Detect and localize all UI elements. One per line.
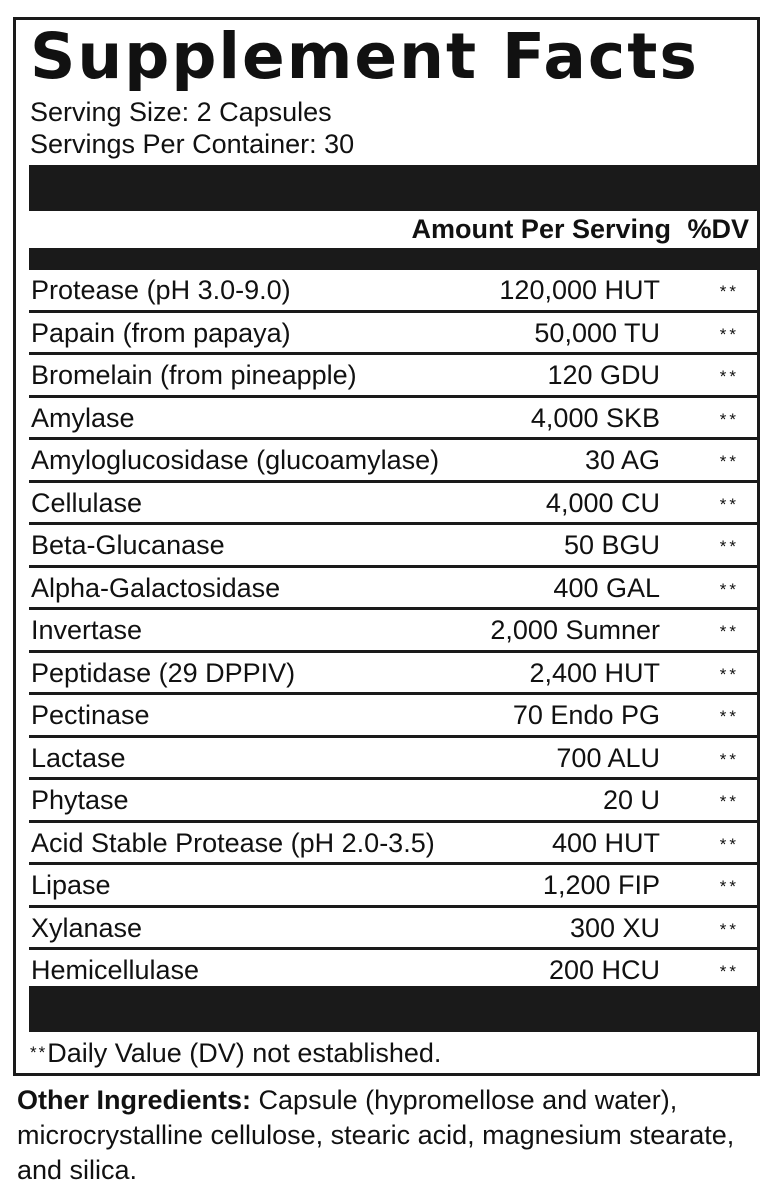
ingredient-amount: 200 HCU	[548, 955, 660, 985]
ingredient-amount: 400 HUT	[551, 827, 660, 858]
ingredient-name: Xylanase	[31, 912, 143, 943]
ingredient-name: Papain (from papaya)	[31, 317, 291, 348]
ingredient-amount: 70 Endo PG	[512, 700, 660, 730]
ingredient-name: Amyloglucosidase (glucoamylase)	[31, 445, 440, 475]
ingredient-dv: **	[719, 494, 739, 514]
servings-per-container: Servings Per Container: 30	[30, 129, 355, 159]
table-row	[29, 823, 757, 866]
ingredient-dv: **	[719, 664, 739, 684]
table-row	[29, 483, 757, 526]
ingredient-amount: 4,000 CU	[545, 487, 660, 518]
divider-bar	[29, 165, 757, 211]
ingredient-name: Lactase	[31, 742, 126, 773]
table-row	[29, 568, 757, 611]
ingredient-name: Acid Stable Protease (pH 2.0-3.5)	[31, 827, 435, 858]
ingredient-amount: 50,000 TU	[534, 317, 660, 348]
table-row	[29, 780, 757, 823]
ingredient-name: Peptidase (29 DPPIV)	[31, 657, 296, 688]
table-row	[29, 270, 757, 313]
ingredient-amount: 20 U	[602, 785, 660, 815]
amount-per-serving-header: Amount Per Serving	[411, 214, 671, 244]
ingredient-table	[29, 270, 757, 993]
table-row	[29, 738, 757, 781]
ingredient-dv: **	[719, 962, 739, 981]
ingredient-name: Pectinase	[31, 700, 150, 730]
ingredient-dv: **	[719, 537, 739, 556]
divider-bar	[29, 986, 757, 1032]
table-row	[29, 440, 757, 483]
table-row	[29, 525, 757, 568]
ingredient-amount: 1,200 FIP	[542, 870, 660, 900]
serving-size: Serving Size: 2 Capsules	[30, 97, 332, 127]
ingredient-dv: **	[719, 282, 739, 301]
ingredient-amount: 700 ALU	[556, 742, 660, 773]
ingredient-amount: 50 BGU	[563, 530, 660, 560]
other-ingredients-text: Capsule (hypromellose and water), microcrystalline cellulose, stearic acid, magnesium stearate, and silica.	[17, 1085, 735, 1185]
ingredient-dv: **	[719, 324, 739, 344]
ingredient-dv: **	[719, 792, 739, 811]
ingredient-dv: **	[719, 707, 739, 726]
daily-value-header: %DV	[687, 214, 749, 244]
table-row	[29, 653, 757, 696]
ingredient-name: Bromelain (from pineapple)	[31, 360, 357, 390]
ingredient-dv: **	[719, 452, 739, 471]
footnote-marker: **	[30, 1043, 48, 1062]
ingredient-dv: **	[719, 749, 739, 769]
ingredient-dv: **	[719, 877, 739, 896]
ingredient-amount: 2,000 Sumner	[490, 615, 660, 645]
ingredient-dv: **	[719, 834, 739, 854]
other-ingredients-label: Other Ingredients:	[17, 1085, 252, 1115]
ingredient-name: Beta-Glucanase	[31, 530, 225, 560]
ingredient-amount: 400 GAL	[553, 572, 660, 603]
ingredient-dv: **	[719, 409, 739, 429]
supplement-facts-panel	[13, 17, 760, 1076]
ingredient-amount: 300 XU	[569, 912, 660, 943]
panel-title: Supplement Facts	[30, 20, 699, 93]
table-row	[29, 313, 757, 356]
ingredient-amount: 120 GDU	[547, 360, 660, 390]
ingredient-amount: 30 AG	[584, 445, 660, 475]
ingredient-name: Invertase	[31, 615, 143, 645]
footnote-text: Daily Value (DV) not established.	[47, 1038, 442, 1068]
ingredient-dv: **	[719, 622, 739, 641]
table-row	[29, 610, 757, 653]
ingredient-name: Hemicellulase	[31, 955, 200, 985]
other-ingredients	[17, 1083, 767, 1188]
ingredient-name: Protease (pH 3.0-9.0)	[31, 275, 291, 305]
divider-bar	[29, 248, 757, 270]
ingredient-dv: **	[719, 919, 739, 939]
table-row	[29, 398, 757, 441]
daily-value-footnote	[30, 1036, 441, 1070]
ingredient-name: Lipase	[31, 870, 111, 900]
ingredient-name: Amylase	[31, 402, 135, 433]
ingredient-amount: 2,400 HUT	[529, 657, 660, 688]
ingredient-name: Cellulase	[31, 487, 143, 518]
ingredient-amount: 120,000 HUT	[499, 275, 660, 305]
ingredient-name: Phytase	[31, 785, 129, 815]
table-row	[29, 908, 757, 951]
table-row	[29, 355, 757, 398]
ingredient-dv: **	[719, 367, 739, 386]
table-row	[29, 695, 757, 738]
table-row	[29, 865, 757, 908]
ingredient-name: Alpha-Galactosidase	[31, 572, 281, 603]
ingredient-amount: 4,000 SKB	[530, 402, 660, 433]
ingredient-dv: **	[719, 579, 739, 599]
